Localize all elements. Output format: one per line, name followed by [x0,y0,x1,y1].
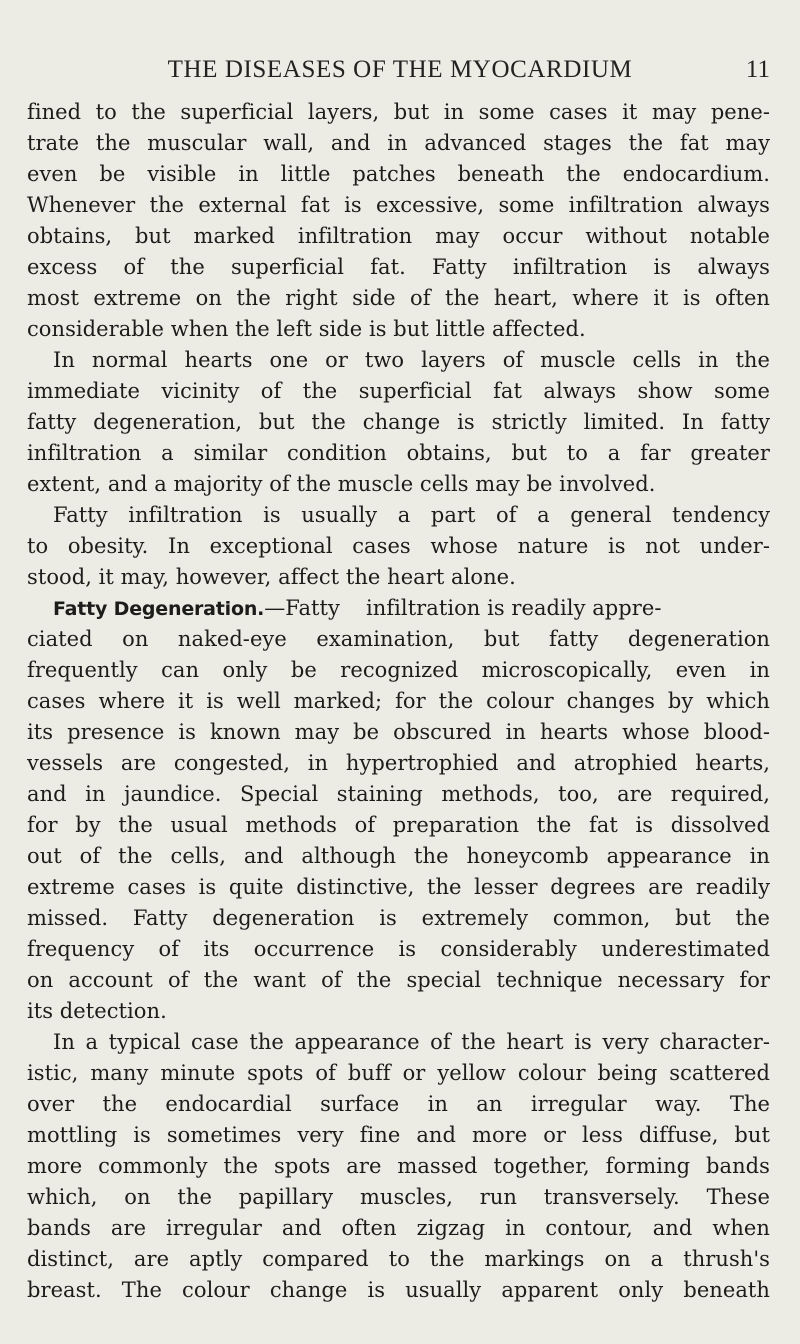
run-in-dash: —Fatty [264,596,340,620]
section-run-in-heading [53,593,340,624]
text-line: its presence is known may be obscured in hearts whose blood- [27,720,770,744]
text-line: on account of the want of the special technique necessary for [27,968,770,992]
text-line: frequently can only be recognized microscopically, even in [27,658,770,682]
chapter-title: THE DISEASES OF THE MYOCARDIUM [167,56,633,83]
text-line: bands are irregular and often zigzag in contour, and when [27,1216,770,1240]
text-line: out of the cells, and although the honeycomb appearance in [27,844,770,868]
text-line: distinct, are aptly compared to the markings on a thrush's [27,1247,770,1271]
text-line: istic, many minute spots of buff or yellow colour being scattered [27,1061,770,1085]
text-line: infiltration is readily appre- [366,596,662,620]
text-line: Whenever the external fat is excessive, some infiltration always [27,193,770,217]
text-line: Fatty infiltration is usually a part of a general tendency [53,503,770,527]
text-line: breast. The colour change is usually apparent only beneath [27,1278,770,1302]
text-line: In a typical case the appearance of the heart is very character- [53,1030,770,1054]
text-line: even be visible in little patches beneath the endocardium. [27,162,770,186]
text-line: which, on the papillary muscles, run transversely. These [27,1185,770,1209]
text-line: its detection. [27,999,167,1023]
text-line: over the endocardial surface in an irregular way. The [27,1092,770,1116]
text-line: mottling is sometimes very fine and more or less diffuse, but [27,1123,770,1147]
text-line: more commonly the spots are massed together, forming bands [27,1154,770,1178]
text-line: to obesity. In exceptional cases whose nature is not under- [27,534,770,558]
text-line: extreme cases is quite distinctive, the lesser degrees are readily [27,875,770,899]
text-line: vessels are congested, in hypertrophied and atrophied hearts, [27,751,770,775]
text-line: stood, it may, however, affect the heart alone. [27,565,516,589]
text-line: and in jaundice. Special staining methods, too, are required, [27,782,770,806]
text-line: for by the usual methods of preparation the fat is dissolved [27,813,770,837]
text-line: frequency of its occurrence is considerably underestimated [27,937,770,961]
text-line: considerable when the left side is but little affected. [27,317,586,341]
text-line: immediate vicinity of the superficial fat always show some [27,379,770,403]
text-line: infiltration a similar condition obtains, but to a far greater [27,441,770,465]
running-head [0,56,800,88]
text-line: ciated on naked-eye examination, but fatty degeneration [27,627,770,651]
text-line: cases where it is well marked; for the colour changes by which [27,689,770,713]
text-line: trate the muscular wall, and in advanced stages the fat may [27,131,770,155]
text-line: fined to the superficial layers, but in some cases it may pene- [27,100,770,124]
text-line: extent, and a majority of the muscle cells may be involved. [27,472,656,496]
text-line: most extreme on the right side of the heart, where it is often [27,286,770,310]
text-line: missed. Fatty degeneration is extremely common, but the [27,906,770,930]
text-line: In normal hearts one or two layers of muscle cells in the [53,348,770,372]
text-line: excess of the superficial fat. Fatty infiltration is always [27,255,770,279]
page-number: 11 [745,56,770,83]
text-line: obtains, but marked infiltration may occur without notable [27,224,770,248]
run-in-heading: Fatty Degeneration. [53,598,265,620]
text-line: fatty degeneration, but the change is strictly limited. In fatty [27,410,770,434]
